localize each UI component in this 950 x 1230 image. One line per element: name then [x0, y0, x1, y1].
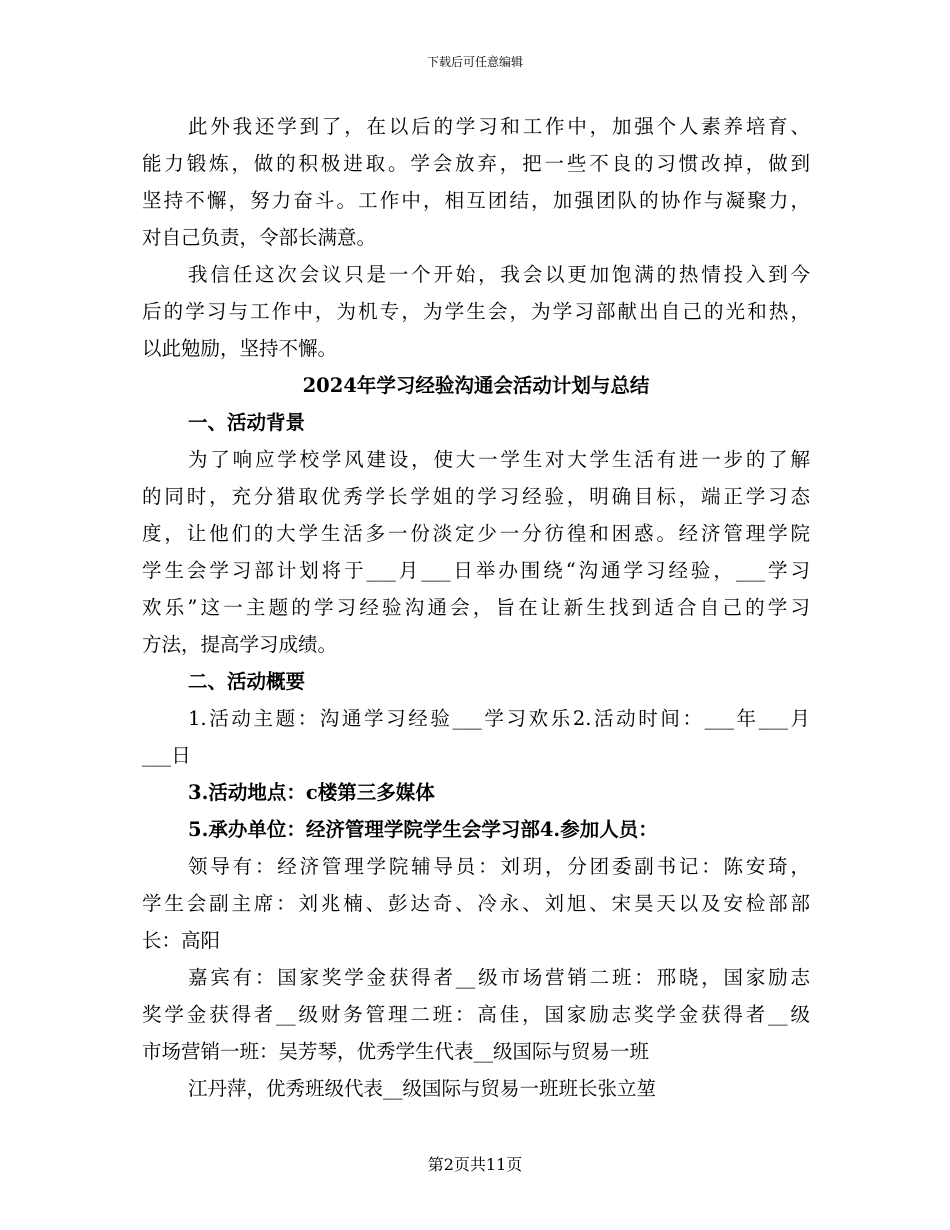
page-footer: 第2页共11页: [427, 1155, 523, 1174]
section-heading-overview: 二、活动概要: [188, 670, 306, 693]
body-line: 后的学习与工作中，为机专，为学生会，为学习部献出自己的光和热，: [142, 300, 810, 323]
organizer-participants: 5.承办单位：经济管理学院学生会学习部4.参加人员：: [188, 818, 658, 841]
document-title: 2024年学习经验沟通会活动计划与总结: [302, 374, 650, 397]
body-line: 的同时，充分猎取优秀学长学姐的学习经验，明确目标，端正学习态: [142, 485, 810, 508]
body-line: 长：高阳: [142, 929, 221, 952]
body-line: ___日: [142, 744, 191, 767]
activity-location: 3.活动地点：c楼第三多媒体: [188, 781, 435, 804]
body-line: 坚持不懈，努力奋斗。工作中，相互团结，加强团队的协作与凝聚力，: [142, 189, 810, 212]
body-line: 能力锻炼，做的积极进取。学会放弃，把一些不良的习惯改掉，做到: [142, 152, 810, 175]
body-line: 学生会副主席：刘兆楠、彭达奇、冷永、刘旭、宋昊天以及安检部部: [142, 892, 810, 915]
body-line: 欢乐”这一主题的学习经验沟通会，旨在让新生找到适合自己的学习: [142, 596, 810, 619]
body-line: 学生会学习部计划将于___月___日举办围绕“沟通学习经验，___学习: [142, 559, 810, 582]
body-line: 领导有：经济管理学院辅导员：刘玥，分团委副书记：陈安琦，: [188, 855, 810, 878]
body-line: 度，让他们的大学生活多一份淡定少一分彷徨和困惑。经济管理学院: [142, 522, 810, 545]
body-line: 嘉宾有：国家奖学金获得者__级市场营销二班：邢晓，国家励志: [188, 966, 810, 989]
body-line: 奖学金获得者__级财务管理二班：高佳，国家励志奖学金获得者__级: [142, 1003, 810, 1026]
body-line: 我信任这次会议只是一个开始，我会以更加饱满的热情投入到今: [188, 263, 810, 286]
body-line: 方法，提高学习成绩。: [142, 633, 338, 656]
body-line: 市场营销一班：吴芳琴，优秀学生代表__级国际与贸易一班: [142, 1040, 650, 1063]
body-line: 以此勉励，坚持不懈。: [142, 337, 338, 360]
body-line: 此外我还学到了，在以后的学习和工作中，加强个人素养培育、: [188, 115, 810, 138]
document-body: [142, 108, 810, 1107]
body-line: 为了响应学校学风建设，使大一学生对大学生活有进一步的了解: [188, 448, 810, 471]
body-line: 江丹萍，优秀班级代表__级国际与贸易一班班长张立堃: [188, 1077, 657, 1100]
page-header: 下载后可任意编辑: [426, 55, 523, 69]
section-heading-background: 一、活动背景: [188, 411, 306, 434]
body-line: 对自己负责，令部长满意。: [142, 226, 377, 249]
body-line: 1.活动主题：沟通学习经验___学习欢乐2.活动时间：___年___月: [188, 707, 810, 730]
